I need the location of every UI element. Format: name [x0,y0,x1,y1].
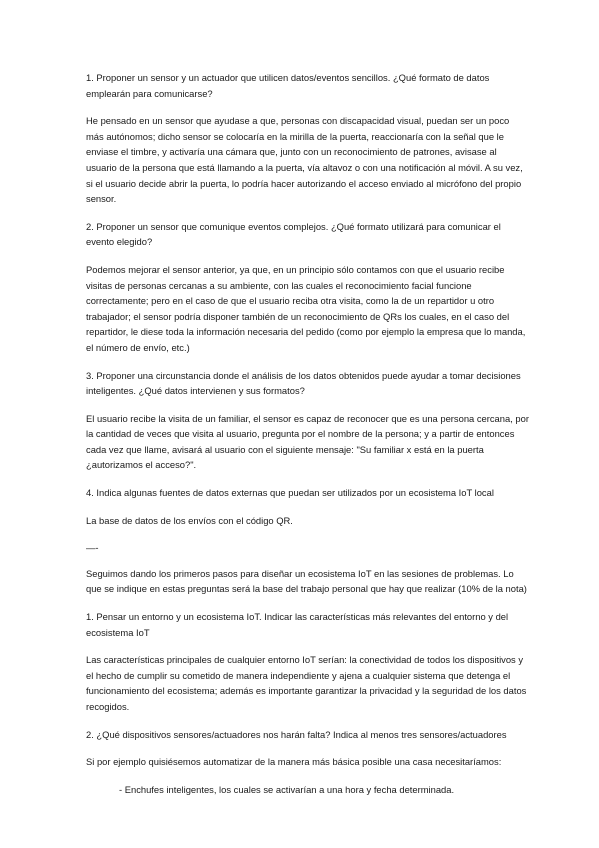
answer-2: Podemos mejorar el sensor anterior, ya que, en un principio sólo contamos con que el usuario recibe visitas de personas cercanas a su ambiente, con las cuales el reconocimiento facial funcione correctamente; pero en el caso de que el usuario reciba otra visita, como la de un repartidor u otro trabajador; el sensor podría disponer también de un reconocimiento de QRs los cuales, en el caso del repartidor, le diese toda la información necesaria del pedido (como por ejemplo la empresa que lo manda, el número de envío, etc.) [86,263,526,353]
answer-3: El usuario recibe la visita de un familiar, el sensor es capaz de reconocer que es una persona cercana, por la cantidad de veces que visita al usuario, pregunta por el nombre de la persona; y a partir de entonces cada vez que llame, avisará al usuario con el siguiente mensaje: "Su familiar x está en la puerta ¿autorizamos el acceso?". [86,412,529,471]
question-6: 2. ¿Qué dispositivos sensores/actuadores nos harán falta? Indica al menos tres sensores/actuadores [86,728,507,740]
answer-4: La base de datos de los envíos con el código QR. [86,514,293,526]
question-1: 1. Proponer un sensor y un actuador que utilicen datos/eventos sencillos. ¿Qué formato de datos emplearán para comunicarse? [86,72,490,99]
section-separator: —- [86,542,99,554]
answer-6: Si por ejemplo quisiésemos automatizar de la manera más básica posible una casa necesitaríamos: [86,756,502,768]
answer-5: Las características principales de cualquier entorno IoT serían: la conectividad de todos los dispositivos y el hecho de cumplir su cometido de manera independiente y ajena a cualquier sistema que detenga el funcionamiento del ecosistema; además es importante garantizar la privacidad y la seguridad de los datos recogidos. [86,654,527,712]
question-5: 1. Pensar un entorno y un ecosistema IoT. Indicar las características más relevantes del entorno y del ecosistema IoT [86,611,509,638]
question-2: 2. Proponer un sensor que comunique eventos complejos. ¿Qué formato utilizará para comunicar el evento elegido? [86,220,501,248]
question-3: 3. Proponer una circunstancia donde el análisis de los datos obtenidos puede ayudar a tomar decisiones inteligentes. ¿Qué datos intervienen y sus formatos? [86,369,521,397]
answer-1: He pensado en un sensor que ayudase a que, personas con discapacidad visual, puedan ser un poco más autónomos; dicho sensor se colocaría en la mirilla de la puerta, reaccionaría con la señal que le enviase el timbre, y activaría una cámara que, junto con un reconocimiento de patrones, avisase al usuario de la persona que está llamando a la puerta, vía altavoz o con una notificación al móvil. A su vez, si el usuario decide abrir la puerta, lo podría hacer autorizando el acceso enviado al micrófono del propio sensor. [86,115,523,205]
question-4: 4. Indica algunas fuentes de datos externas que puedan ser utilizados por un ecosistema IoT local [86,487,494,499]
intro-paragraph: Seguimos dando los primeros pasos para diseñar un ecosistema IoT en las sesiones de problemas. Lo que se indique en estas preguntas será la base del trabajo personal que hay que realizar (10% de la nota) [86,567,527,595]
list-item: - Enchufes inteligentes, los cuales se activarían a una hora y fecha determinada. [119,783,455,795]
